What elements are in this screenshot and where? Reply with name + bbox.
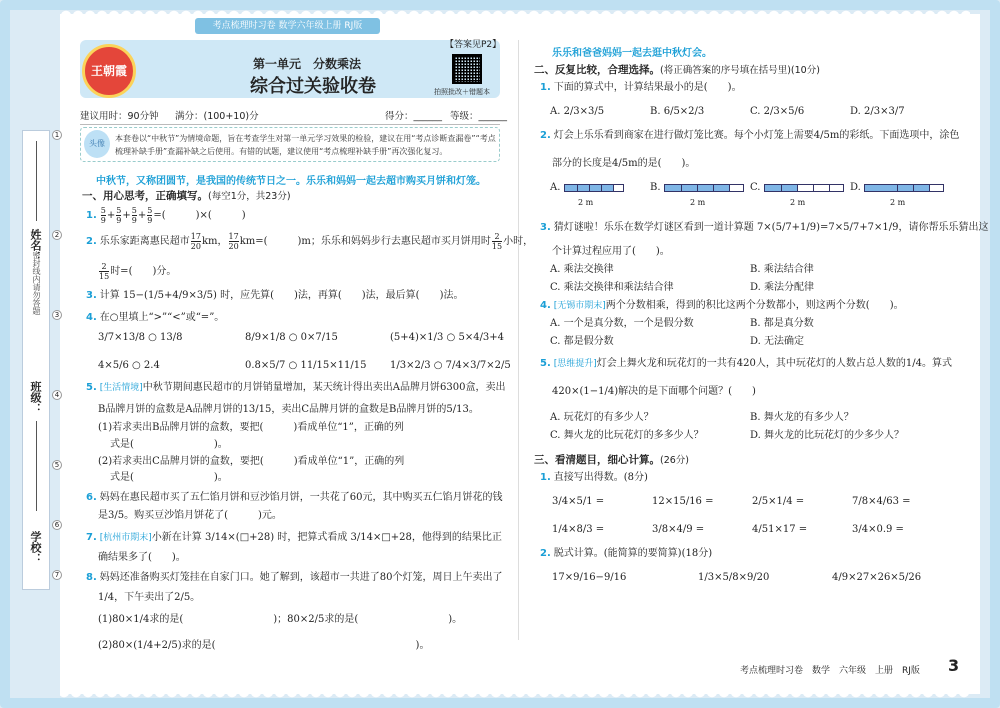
r2-line-1: 灯会上乐乐看到商家在进行做灯笼比赛。每个小灯笼上需要4/5m的彩纸。下面选项中，涂色	[553, 130, 960, 141]
section-1-note: (每空1分，共23分)	[208, 191, 291, 202]
q8-line-1: 妈妈还准备购买灯笼挂在自家门口。她了解到，该超市一共进了80个灯笼，周日上午卖出了	[99, 572, 503, 583]
r5-option-b[interactable]: B. 舞火龙的有多少人？	[750, 412, 854, 423]
r2-d-caption: 2 m	[890, 198, 906, 207]
page-number: 3	[948, 656, 960, 675]
r2-c-bar	[764, 184, 844, 192]
c1-item-7[interactable]: 4/51×17 =	[752, 524, 808, 535]
r3-option-d[interactable]: D. 乘法分配律	[750, 282, 815, 293]
r3-line-1: 猜灯谜啦！乐乐在数学灯谜区看到一道计算题 7×(5/7+1/9)=7×5/7+7×1/9，请你帮乐乐猜出这	[553, 222, 989, 233]
qr-caption: 拍照批改＋错题本	[434, 88, 490, 96]
q4-item-5[interactable]: 0.8×5/7 ○ 11/15×11/15	[245, 360, 367, 371]
r5-option-c[interactable]: C. 舞火龙的比玩花灯的多多少人？	[550, 430, 704, 441]
question-2-cont: $\frac{2}{15}$ 时=( )分。	[99, 262, 177, 281]
q5-sub-1a[interactable]: (1)若求卖出B品牌月饼的盒数，要把( )看成单位“1”，正确的列	[98, 422, 404, 433]
question-4: 4. 在○里填上“>”“<”或“=”。	[86, 312, 225, 323]
section-3-heading: 三、看清题目，细心计算。	[534, 454, 660, 466]
q8-line-2: 1/4，下午卖出了2/5。	[98, 592, 201, 603]
r4-option-c[interactable]: C. 都是假分数	[550, 336, 614, 347]
c1-item-4[interactable]: 7/8×4/63 =	[852, 496, 911, 507]
q5-line-2: B品牌月饼的盒数是A品牌月饼的13/15，卖出C品牌月饼的盒数是B品牌月饼的5/13。	[98, 404, 479, 415]
q3-text[interactable]: 计算 15−(1/5+4/9×3/5) 时，应先算( )法，再算( )法，最后算( )法。	[99, 290, 464, 301]
r-question-1: 1. 下面的算式中，计算结果最小的是( )。	[540, 82, 742, 93]
c-question-1: 1. 直接写出得数。(8分)	[540, 472, 648, 483]
r1-text: 下面的算式中，计算结果最小的是( )。	[553, 82, 742, 93]
column-divider	[518, 40, 519, 640]
q4-item-3[interactable]: (5+4)×1/3 ○ 5×4/3+4	[390, 332, 505, 343]
class-label: 班级：	[29, 381, 42, 414]
question-1: 1. $\frac{5}{9}$ + $\frac{5}{9}$ + $\frac{5}{9}$ + $\frac{5}{9}$ =( )×( )	[86, 206, 246, 225]
brand-logo: 王朝霞	[82, 44, 136, 98]
q2-text-b: km，	[201, 236, 228, 247]
q8-sub-1[interactable]: (1)80×1/4求的是( )；80×2/5求的是( )。	[98, 614, 463, 625]
c1-text: 直接写出得数。(8分)	[553, 472, 648, 483]
section-1-title	[82, 188, 291, 203]
r2-c-caption: 2 m	[790, 198, 806, 207]
q8-sub-2[interactable]: (2)80×(1/4+2/5)求的是( )。	[98, 640, 430, 651]
r5-line-2: 420×(1−1/4)解决的是下面哪个问题？( )	[552, 386, 756, 397]
q5-line-1: 中秋节期间惠民超市的月饼销量增加，某天统计得出卖出A品牌月饼6300盒，卖出	[142, 382, 506, 393]
q7-line-2[interactable]: 确结果多了( )。	[98, 552, 186, 563]
r3-line-2: 个计算过程应用了( )。	[552, 246, 670, 257]
q4-item-6[interactable]: 1/3×2/3 ○ 7/4×3/7×2/5	[390, 360, 511, 371]
r5-option-a[interactable]: A. 玩花灯的有多少人？	[550, 412, 654, 423]
r1-option-b[interactable]: B. 6/5×2/3	[650, 106, 705, 117]
r2-a-label: A.	[550, 182, 561, 193]
answer-reference: 【答案见P2】	[445, 40, 502, 50]
q5-sub-2a[interactable]: (2)若求卖出C品牌月饼的盒数，要把( )看成单位“1”，正确的列	[98, 456, 405, 467]
r3-option-b[interactable]: B. 乘法结合律	[750, 264, 814, 275]
r2-a-caption: 2 m	[578, 198, 594, 207]
r4-tag: [无锡市期末]	[553, 301, 606, 311]
r5-line-1: 灯会上舞火龙和玩花灯的一共有420人，其中玩花灯的人数占总人数的1/4。算式	[596, 358, 952, 369]
c-question-2: 2. 脱式计算。(能简算的要简算)(18分)	[540, 548, 713, 559]
full-score: 满分：(100+10)分	[175, 111, 259, 122]
q2-text-e[interactable]: 时=( )分。	[110, 266, 177, 277]
c2-text: 脱式计算。(能简算的要简算)(18分)	[553, 548, 713, 559]
r2-option-b[interactable]	[650, 180, 744, 196]
q6-line-1: 妈妈在惠民超市买了五仁馅月饼和豆沙馅月饼，一共花了60元，其中购买五仁馅月饼花的钱	[99, 492, 503, 503]
section-3-title	[534, 452, 689, 467]
question-5: 5. [生活情境]中秋节期间惠民超市的月饼销量增加，某天统计得出卖出A品牌月饼6300盒，卖出	[86, 382, 506, 393]
r2-line-2: 部分的长度是4/5m的是( )。	[552, 158, 696, 169]
c1-item-5[interactable]: 1/4×8/3 =	[552, 524, 605, 535]
r4-option-a[interactable]: A. 一个是真分数，一个是假分数	[550, 318, 694, 329]
time-limit: 建议用时：90分钟	[80, 111, 159, 122]
section-2-title	[534, 62, 820, 77]
grade-field[interactable]: 等级：______	[450, 111, 508, 122]
q5-sub-2b[interactable]: 式是( )。	[110, 472, 228, 483]
binding-strip	[22, 130, 50, 590]
c2-item-3[interactable]: 4/9×27×26×5/26	[832, 572, 922, 583]
question-6: 6. 妈妈在惠民超市买了五仁馅月饼和豆沙馅月饼，一共花了60元，其中购买五仁馅月饼花的钱	[86, 492, 503, 503]
unit-title: 第一单元 分数乘法	[253, 57, 362, 71]
series-banner: 考点梳理时习卷 数学六年级上册 RJ版	[195, 18, 380, 34]
r4-option-d[interactable]: D. 无法确定	[750, 336, 805, 347]
r1-option-a[interactable]: A. 2/3×3/5	[550, 106, 605, 117]
q7-line-1: 小新在计算 3/14×(□+28) 时，把算式看成 3/14×□+28，他得到的结果比正	[151, 532, 502, 543]
right-story: 乐乐和爸爸妈妈一起去逛中秋灯会。	[552, 48, 712, 59]
c2-item-2[interactable]: 1/3×5/8×9/20	[698, 572, 770, 583]
c1-item-6[interactable]: 3/8×4/9 =	[652, 524, 705, 535]
q7-tag: [杭州市期末]	[99, 533, 152, 543]
section-2-heading: 二、反复比较，合理选择。	[534, 64, 660, 76]
r2-option-d[interactable]	[850, 180, 944, 196]
r1-option-c[interactable]: C. 2/3×5/6	[750, 106, 805, 117]
q4-item-1[interactable]: 3/7×13/8 ○ 13/8	[98, 332, 183, 343]
intro-box	[80, 127, 500, 162]
r5-option-d[interactable]: D. 舞火龙的比玩花灯的少多少人？	[750, 430, 905, 441]
r2-b-caption: 2 m	[690, 198, 706, 207]
r4-text: 两个分数相乘，得到的积比这两个分数都小，则这两个分数( )。	[605, 300, 904, 311]
r2-c-label: C.	[750, 182, 761, 193]
r2-d-label: D.	[850, 182, 861, 193]
q1-blanks[interactable]: =( )×( )	[153, 210, 246, 221]
q2-text-c[interactable]: km=( )m；乐乐和妈妈步行去惠民超市买月饼用时	[239, 236, 491, 247]
q4-item-4[interactable]: 4×5/6 ○ 2.4	[98, 360, 160, 371]
r2-b-label: B.	[650, 182, 661, 193]
r2-b-bar	[664, 184, 744, 192]
c1-item-3[interactable]: 2/5×1/4 =	[752, 496, 805, 507]
r2-option-c[interactable]	[750, 180, 844, 196]
left-story: 中秋节，又称团圆节，是我国的传统节日之一。乐乐和妈妈一起去超市购买月饼和灯笼。	[96, 176, 486, 187]
q4-item-2[interactable]: 8/9×1/8 ○ 0×7/15	[245, 332, 338, 343]
r2-d-bar	[864, 184, 944, 192]
mascot-icon: 头像	[84, 130, 110, 158]
question-3: 3. 计算 15−(1/5+4/9×3/5) 时，应先算( )法，再算( )法，最后算( )法。	[86, 290, 464, 301]
r3-option-a[interactable]: A. 乘法交换律	[550, 264, 614, 275]
q5-tag: [生活情境]	[99, 383, 143, 393]
divider	[80, 124, 500, 125]
school-label: 学校：	[29, 531, 42, 564]
page-title: 综合过关验收卷	[250, 76, 376, 97]
q4-text: 在○里填上“>”“<”或“=”。	[99, 312, 225, 323]
score-field[interactable]: 得分：______	[385, 111, 443, 122]
r4-option-b[interactable]: B. 都是真分数	[750, 318, 814, 329]
q2-text-a: 乐乐家距离惠民超市	[99, 236, 190, 247]
section-3-note: (26分)	[660, 455, 690, 466]
c1-item-2[interactable]: 12×15/16 =	[652, 496, 714, 507]
c1-item-8[interactable]: 3/4×0.9 =	[852, 524, 904, 535]
question-7: 7. [杭州市期末]小新在计算 3/14×(□+28) 时，把算式看成 3/14×□+28，他得到的结果比正	[86, 532, 502, 543]
r3-option-c[interactable]: C. 乘法交换律和乘法结合律	[550, 282, 674, 293]
qr-code-icon[interactable]	[452, 54, 482, 84]
question-8: 8. 妈妈还准备购买灯笼挂在自家门口。她了解到，该超市一共进了80个灯笼，周日上午卖出了	[86, 572, 503, 583]
name-label: 姓名：	[29, 229, 42, 262]
r2-a-bar	[564, 184, 624, 192]
q2-text-d: 小时，	[503, 236, 534, 247]
r2-option-a[interactable]	[550, 180, 624, 196]
r-question-4: 4. [无锡市期末]两个分数相乘，得到的积比这两个分数都小，则这两个分数( )。	[540, 300, 904, 311]
intro-text: 本套卷以“中秋节”为情境命题，旨在考查学生对第一单元学习效果的检验，建议在用“考点诊断查漏卷”“考点梳理补缺手册”查漏补缺之后使用。有错的试题，建议使用“考点梳理补缺手册”再次强化复习。	[115, 134, 496, 156]
seal-note: 密封线内请勿答题	[32, 251, 41, 315]
r-question-2: 2. 灯会上乐乐看到商家在进行做灯笼比赛。每个小灯笼上需要4/5m的彩纸。下面选项中，涂色	[540, 130, 960, 141]
section-2-note: (将正确答案的序号填在括号里)(10分)	[660, 65, 820, 76]
r-question-3: 3. 猜灯谜啦！乐乐在数学灯谜区看到一道计算题 7×(5/7+1/9)=7×5/7+7×1/9，请你帮乐乐猜出这	[540, 222, 989, 233]
q6-line-2[interactable]: 是3/5。购买豆沙馅月饼花了( )元。	[98, 510, 282, 521]
name-line	[36, 141, 37, 221]
question-index-strip: 1 2 3 4 5 6 7	[52, 130, 62, 590]
page-footer: 考点梳理时习卷 数学 六年级 上册 RJ版	[740, 666, 920, 676]
section-1-heading: 一、用心思考，正确填写。	[82, 190, 208, 202]
r-question-5: 5. [思维提升]灯会上舞火龙和玩花灯的一共有420人，其中玩花灯的人数占总人数的1/4。算式	[540, 358, 952, 369]
r5-tag: [思维提升]	[553, 359, 597, 369]
q5-sub-1b[interactable]: 式是( )。	[110, 439, 228, 450]
question-2: 2. 乐乐家距离惠民超市 $\frac{17}{20}$ km， $\frac{17}{20}$ km=( )m；乐乐和妈妈步行去惠民超市买月饼用时 $\frac{2}{15}$ 小时，	[86, 232, 534, 251]
c2-item-1[interactable]: 17×9/16−9/16	[552, 572, 627, 583]
c1-item-1[interactable]: 3/4×5/1 =	[552, 496, 605, 507]
r1-option-d[interactable]: D. 2/3×3/7	[850, 106, 905, 117]
class-line	[36, 421, 37, 511]
